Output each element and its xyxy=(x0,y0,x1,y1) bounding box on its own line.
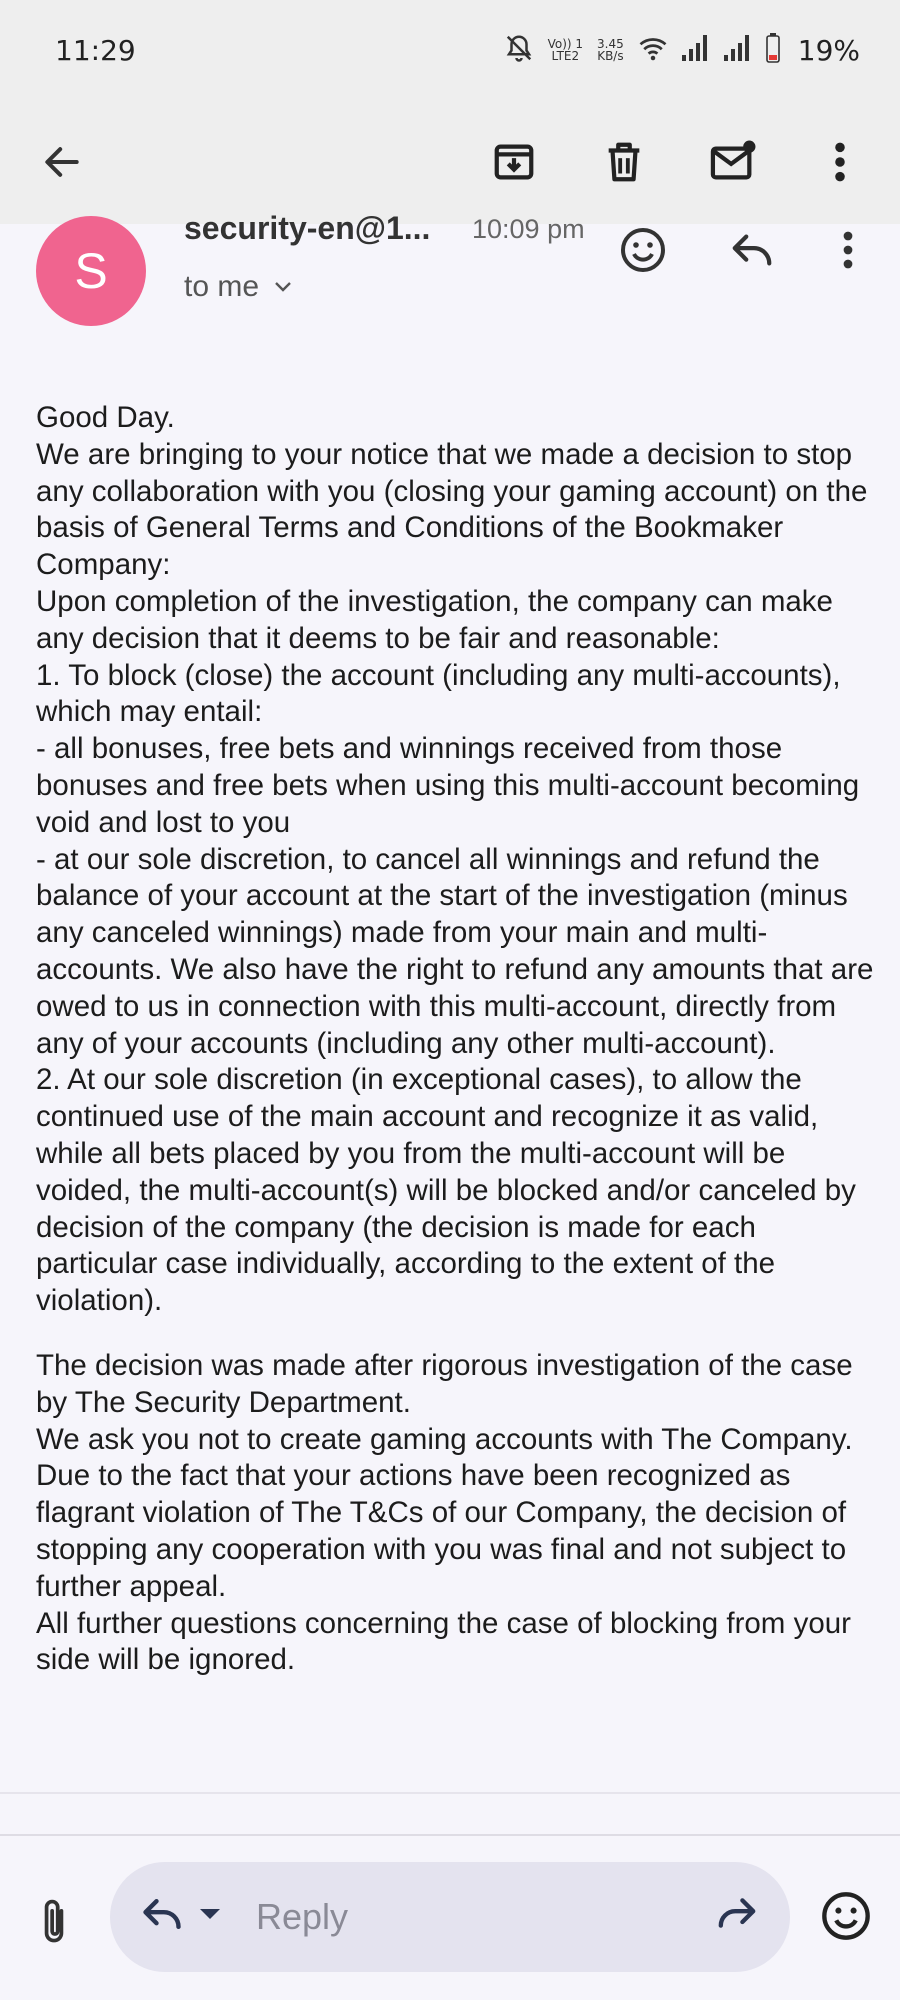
body-line: - at our sole discretion, to cancel all winnings and refund the balance of your account at the start of the investigation (minus any canceled winnings) made from your main and multi-accounts. We also have the right to refund any amounts that are owed to us in connection with this multi-account, directly from any of your accounts (including any other multi-account). xyxy=(36,842,874,1060)
paragraph-gap xyxy=(36,1320,876,1348)
paperclip-icon xyxy=(34,1896,74,1948)
body-line: Due to the fact that your actions have been recognized as flagrant violation of The T&Cs of our Company, the decision of stopping any cooperation with you was final and not subject to further appeal. xyxy=(36,1459,847,1603)
mark-unread-icon xyxy=(709,139,759,185)
volte-line1: Vo)) 1 xyxy=(547,37,584,51)
recipient-label: to me xyxy=(184,270,260,303)
body-line: 2. At our sole discretion (in exceptional cases), to allow the continued use of the main account and recognize it as valid, while all bets placed by you from the multi-account will be voided, the multi-account(s) will be blocked and/or canceled by decision of the company (the decision is made for each particular case individually, according to the extent of the violation). xyxy=(36,1063,856,1318)
bell-off-icon xyxy=(504,33,534,68)
email-body xyxy=(36,400,876,1679)
more-vert-icon xyxy=(832,140,848,184)
react-button[interactable] xyxy=(613,220,673,280)
sender-name[interactable]: security-en@1... xyxy=(184,210,431,246)
back-button[interactable] xyxy=(30,130,94,194)
avatar-letter: S xyxy=(74,243,108,299)
body-line: Upon completion of the investigation, the company can make any decision that it deems to be fair and reasonable: xyxy=(36,584,833,655)
emoji-button[interactable] xyxy=(814,1884,878,1948)
status-icons xyxy=(504,28,860,72)
volte-indicator xyxy=(548,38,583,62)
chevron-down-icon xyxy=(273,280,293,294)
reply-arrow-icon xyxy=(729,230,775,270)
network-speed xyxy=(597,38,624,62)
reply-button[interactable] xyxy=(722,220,782,280)
status-bar xyxy=(0,0,900,100)
message-more-button[interactable] xyxy=(818,220,878,280)
smiley-icon xyxy=(820,1890,872,1942)
body-line: We are bringing to your notice that we made a decision to stop any collaboration with you (closing your gaming account) on the basis of General Terms and Conditions of the Bookmaker Company: xyxy=(36,437,868,582)
body-line: 1. To block (close) the account (including any multi-accounts), which may entail: xyxy=(36,658,841,729)
signal-icon xyxy=(682,35,710,66)
dropdown-triangle-icon xyxy=(198,1907,222,1921)
recipient-toggle[interactable] xyxy=(184,270,293,304)
body-line: - all bonuses, free bets and winnings received from those bonuses and free bets when using this multi-account becoming void and lost to you xyxy=(36,732,860,839)
status-time: 11:29 xyxy=(55,34,136,67)
back-arrow-icon xyxy=(40,140,84,184)
body-line: All further questions concerning the case of blocking from your side will be ignored. xyxy=(36,1606,851,1677)
message-time: 10:09 pm xyxy=(472,214,585,244)
wifi-icon xyxy=(638,34,668,67)
reply-placeholder[interactable]: Reply xyxy=(256,1896,349,1937)
reply-compose-pill[interactable] xyxy=(110,1862,790,1972)
body-line: We ask you not to create gaming accounts with The Company. xyxy=(36,1422,853,1456)
speed-value: 3.45 xyxy=(597,37,624,51)
toolbar xyxy=(0,100,900,224)
mark-unread-button[interactable] xyxy=(702,130,766,194)
divider xyxy=(0,1834,900,1836)
delete-button[interactable] xyxy=(592,130,656,194)
archive-button[interactable] xyxy=(482,130,546,194)
forward-arrow-icon xyxy=(714,1895,760,1931)
message-header xyxy=(0,210,900,334)
body-line: Good Day. xyxy=(36,401,175,434)
archive-icon xyxy=(491,139,537,185)
delete-icon xyxy=(601,139,647,185)
battery-percent: 19% xyxy=(797,33,860,67)
reply-arrow-icon xyxy=(140,1895,184,1933)
volte-line2: LTE2 xyxy=(551,49,580,63)
signal-icon xyxy=(724,35,752,66)
smiley-icon xyxy=(619,226,667,274)
battery-icon xyxy=(766,33,780,68)
speed-unit: KB/s xyxy=(597,49,624,63)
attach-button[interactable] xyxy=(22,1890,86,1954)
reply-mode-selector[interactable] xyxy=(140,1895,222,1933)
more-vert-icon xyxy=(841,229,855,271)
divider xyxy=(0,1792,900,1794)
forward-button[interactable] xyxy=(714,1895,760,1936)
avatar[interactable] xyxy=(36,216,146,326)
more-options-button[interactable] xyxy=(808,130,872,194)
body-line: The decision was made after rigorous investigation of the case by The Security Department. xyxy=(36,1348,853,1419)
